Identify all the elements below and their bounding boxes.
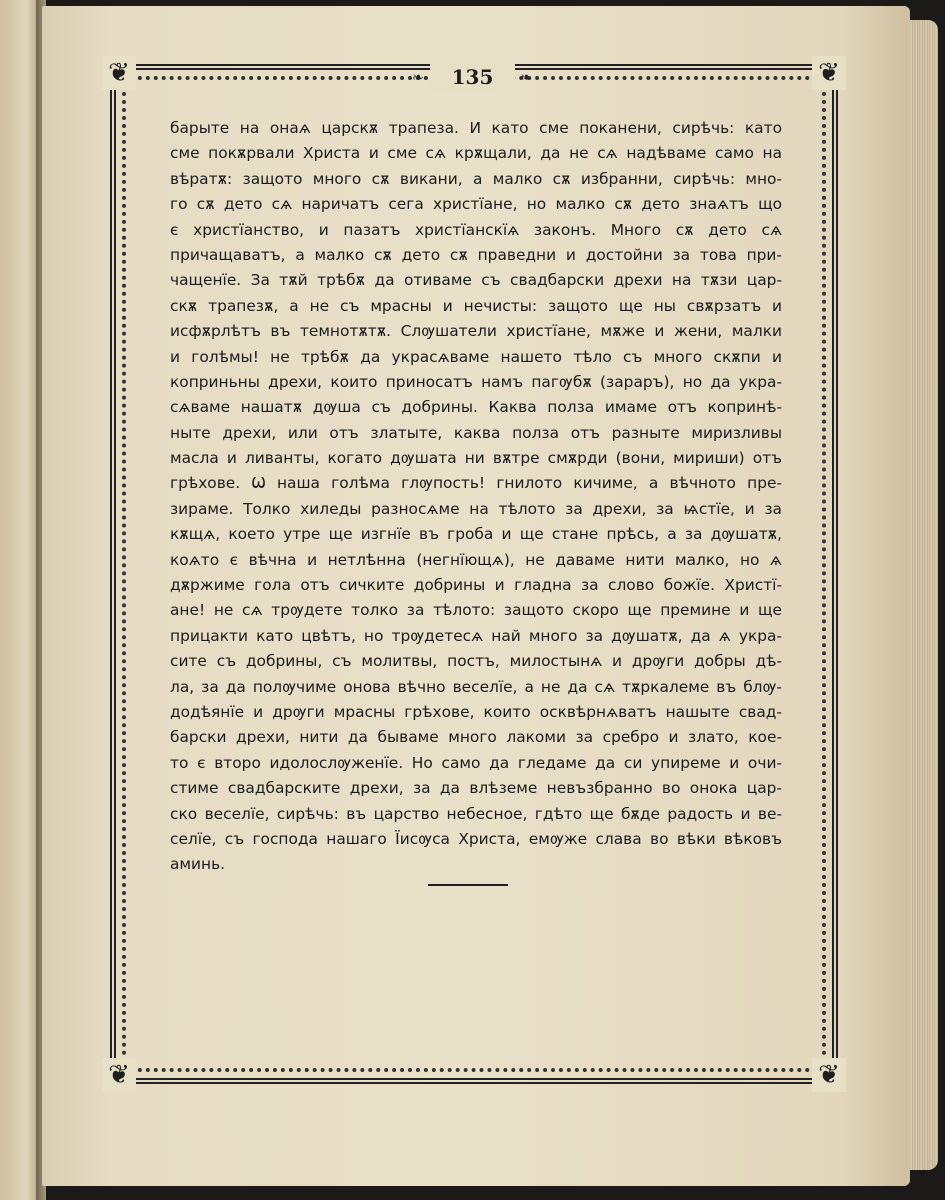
text-line: и голѣмы! не трѣбѫ да украсѧваме нашето тѣло съ много скѫпи и <box>170 347 782 366</box>
text-line: коѧто є вѣчна и нетлѣнна (негнїющѧ), не даваме нити малко, но ѧ <box>170 550 782 569</box>
corner-ornament-icon: ❦ <box>102 1058 136 1092</box>
text-line: сме покѫрвали Христа и сме сѧ крѫщали, да не сѧ надѣваме само на <box>170 144 782 163</box>
text-line: го сѫ дето сѧ наричатъ сега христїане, но малко сѫ дето знаѧтъ що <box>170 195 782 214</box>
text-line: ане! не сѧ трѹдете толко за тѣлото: защото скоро ще премине и ще <box>170 601 782 620</box>
page-number: 135 <box>430 64 515 90</box>
text-line: є христїанство, и пазатъ христїанскїѧ законъ. Много сѫ дето сѧ <box>170 220 782 239</box>
text-line: аминь. <box>170 855 226 874</box>
ornament-left-icon: ❧ <box>412 70 424 86</box>
text-line: коприньны дрехи, които приносатъ намъ пагѹбѫ (зараръ), но да укра- <box>170 372 782 391</box>
text-line: додѣянїе и дрѹги мрасны грѣхове, които осквѣрнѧватъ нашыте свад- <box>170 702 782 721</box>
corner-ornament-icon: ❦ <box>812 56 846 90</box>
text-line: дѫржиме гола отъ сичките добрины и гладна за слово божїе. Христї- <box>170 576 782 595</box>
previous-page-edge <box>0 0 38 1200</box>
end-rule <box>428 884 508 886</box>
text-line: ныте дрехи, или отъ златыте, каква полза отъ разныте миризливы <box>170 423 782 442</box>
text-line: стиме свадбарските дрехи, за да влѣземе невъзбранно во онока цар- <box>170 779 782 798</box>
text-line: барски дрехи, нити да бываме много лакоми за сребро и злато, кое- <box>170 728 782 747</box>
text-line: кѫщѧ, което утре ще изгнїе въ гроба и ще стане прѣсь, а за дѹшатѫ, <box>170 525 782 544</box>
text-line: вѣратѫ: защото много сѫ викани, а малко сѫ избранни, сирѣчь: мно- <box>170 169 782 188</box>
text-line: ско веселїе, сирѣчь: въ царство небесное, гдѣто ще бѫде радость и ве- <box>170 804 782 823</box>
text-line: зираме. Толко хиледы разносѧме на тѣлото за дрехи, за ѩстїе, и за <box>170 499 782 518</box>
text-line: грѣхове. Ѡ наша голѣма глѹпость! гнилото кичиме, а вѣчното пре- <box>170 474 782 493</box>
text-line: исфѫрлѣтъ въ темнотѫтѫ. Слѹшатели христїане, мѫже и жени, малки <box>170 322 782 341</box>
text-line: масла и ливанты, когато дѹшата ни вѫтре смѫрди (вони, мириши) отъ <box>170 449 782 468</box>
text-line: то є второ идолослѹженїе. Но само да гледаме да си упиреме и очи- <box>170 753 782 772</box>
text-line: причащаватъ, а малко сѫ дето сѫ праведни и достойни за това при- <box>170 245 782 264</box>
text-line: скѫ трапезѫ, а не съ мрасны и нечисты: защото ще ны свѫрзатъ и <box>170 296 782 315</box>
text-line: прицакти като цвѣтъ, но трѹдетесѧ най много за дѹшатѫ, да ѧ укра- <box>170 626 782 645</box>
text-line: селїе, съ господа нашаго Їисѹса Христа, емѹже слава во вѣки вѣковъ <box>170 829 782 848</box>
corner-ornament-icon: ❦ <box>812 1058 846 1092</box>
text-line: барыте на онаѧ царскѫ трапеза. И като сме поканени, сирѣчь: като <box>170 119 782 137</box>
text-line: сѧваме нашатѫ дѹша съ добрины. Каква полза имаме отъ копринѣ- <box>170 398 782 417</box>
text-line: сите съ добрины, съ молитвы, постъ, милостынѧ и дрѹги добры дѣ- <box>170 652 782 671</box>
ornament-right-icon: ❧ <box>520 70 532 86</box>
text-line: чащенїе. За тѫй трѣбѫ да отиваме съ свадбарски дрехи на тѫзи цар- <box>170 271 782 290</box>
text-line: ла, за да полѹчиме онова вѣчно веселїе, а не да сѧ тѫркалеме въ блѹ- <box>170 677 782 696</box>
body-text <box>170 116 782 878</box>
corner-ornament-icon: ❦ <box>102 56 136 90</box>
